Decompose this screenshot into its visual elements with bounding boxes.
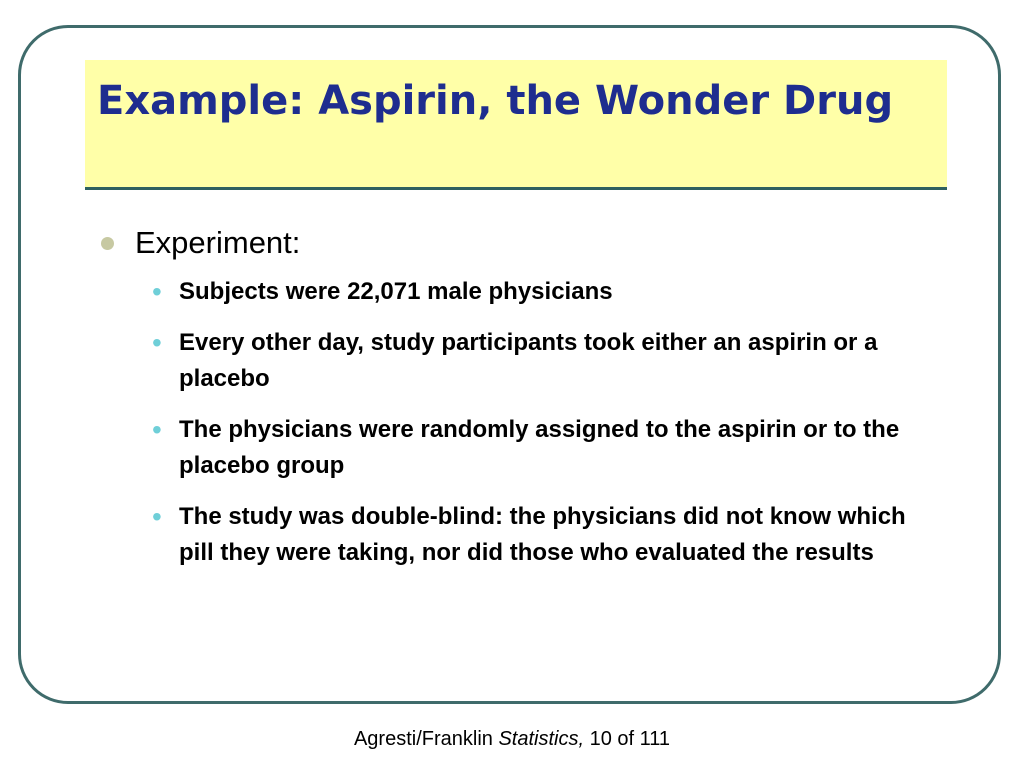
dot-bullet-icon: • xyxy=(152,501,162,532)
slide-content xyxy=(100,224,940,571)
bullet-heading: Experiment: xyxy=(135,225,301,260)
round-bullet-icon xyxy=(101,237,114,250)
bullet-text: The study was double-blind: the physicians did not know which pill they were taking, nor did those who evaluated the results xyxy=(179,503,906,566)
bullet-level2-item xyxy=(100,274,940,310)
bullet-level2-item xyxy=(100,325,940,397)
footer-authors: Agresti/Franklin xyxy=(353,728,499,750)
dot-bullet-icon: • xyxy=(152,414,162,445)
bullet-text: Every other day, study participants took either an aspirin or a placebo xyxy=(179,329,878,392)
bullet-level2-item xyxy=(100,499,940,571)
bullet-level1-experiment xyxy=(100,224,940,262)
footer-page-number: 10 of 111 xyxy=(584,728,671,750)
title-box xyxy=(85,60,947,190)
bullet-text: The physicians were randomly assigned to the aspirin or to the placebo group xyxy=(179,416,900,479)
footer-book-title: Statistics, xyxy=(498,728,585,750)
dot-bullet-icon: • xyxy=(152,276,162,307)
slide-footer xyxy=(0,727,1024,751)
dot-bullet-icon: • xyxy=(152,327,162,358)
slide-title: Example: Aspirin, the Wonder Drug xyxy=(97,78,894,124)
bullet-level2-item xyxy=(100,412,940,484)
bullet-text: Subjects were 22,071 male physicians xyxy=(179,278,613,305)
